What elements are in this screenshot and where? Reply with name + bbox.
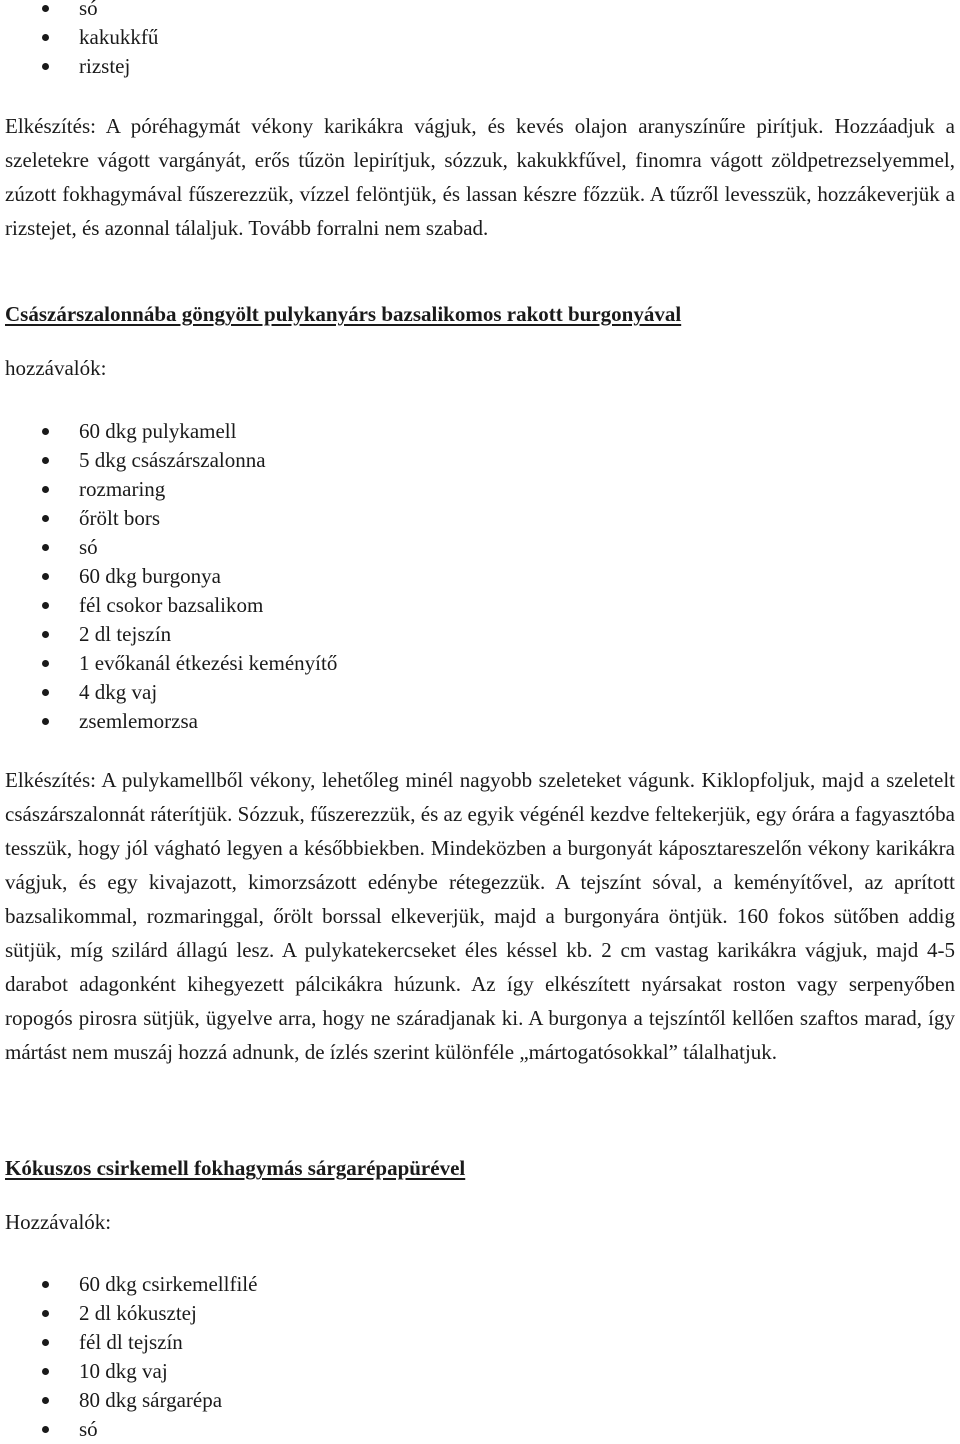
ingredients-label: Hozzávalók: — [5, 1210, 112, 1234]
ingredient-list-top — [0, 0, 960, 81]
recipe-title-kokuszos-csirkemell: Kókuszos csirkemell fokhagymás sárgarépapürével — [5, 1156, 466, 1180]
list-item: 1 evőkanál étkezési keményítő — [0, 649, 960, 678]
list-item: zsemlemorzsa — [0, 707, 960, 736]
list-item: fél csokor bazsalikom — [0, 591, 960, 620]
list-item: rozmaring — [0, 475, 960, 504]
list-item: 60 dkg csirkemellfilé — [0, 1270, 960, 1299]
bullet-icon — [42, 34, 49, 41]
list-item: 4 dkg vaj — [0, 678, 960, 707]
bullet-icon — [42, 1426, 49, 1433]
bullet-icon — [42, 428, 49, 435]
bullet-icon — [42, 602, 49, 609]
bullet-icon — [42, 515, 49, 522]
bullet-icon — [42, 457, 49, 464]
list-item: kakukkfű — [0, 23, 960, 52]
bullet-icon — [42, 1310, 49, 1317]
bullet-icon — [42, 1281, 49, 1288]
list-item: 5 dkg császárszalonna — [0, 446, 960, 475]
list-item: fél dl tejszín — [0, 1328, 960, 1357]
recipe-title-pulykanyars: Császárszalonnába göngyölt pulykanyárs bazsalikomos rakott burgonyával — [5, 302, 682, 326]
list-item: 80 dkg sárgarépa — [0, 1386, 960, 1415]
list-item: 10 dkg vaj — [0, 1357, 960, 1386]
bullet-icon — [42, 5, 49, 12]
bullet-icon — [42, 1368, 49, 1375]
list-item: só — [0, 1415, 960, 1444]
preparation-paragraph-2: Elkészítés: A pulykamellből vékony, lehetőleg minél nagyobb szeleteket vágunk. Kiklopfoljuk, majd a szeletelt császárszalonnát ráterítjük. Sózzuk, fűszerezzük, és az egyik végénél kezdve feltekerjük, egy órára a fagyasztóba tesszük, hogy jól vágható legyen a későbbiekben. Mindeközben a burgonyát káposztareszelőn vékony karikákra vágjuk, és egy kivajazott, kimorzsázott edénybe rétegezzük. A tejszínt sóval, a keményítővel, az aprított bazsalikommal, rozmaringgal, őrölt borssal elkeverjük, majd a burgonyára öntjük. 160 fokos sütőben addig sütjük, míg szilárd állagú lesz. A pulykatekercseket éles késsel kb. 2 cm vastag karikákra vágjuk, majd 4-5 darabot adagonként kihegyezett pálcikákra húzunk. Az így elkészített nyársakat roston vagy serpenyőben ropogós pirosra sütjük, ügyelve arra, hogy ne száradjanak ki. A burgonya a tejszíntől kellően szaftos marad, így mártást nem muszáj hozzá adnunk, de ízlés szerint különféle „mártogatósokkal” tálalhatjuk. — [5, 768, 955, 1064]
bullet-icon — [42, 1397, 49, 1404]
list-item: 2 dl kókusztej — [0, 1299, 960, 1328]
bullet-icon — [42, 631, 49, 638]
list-item: 2 dl tejszín — [0, 620, 960, 649]
bullet-icon — [42, 573, 49, 580]
list-item: só — [0, 0, 960, 23]
bullet-icon — [42, 660, 49, 667]
list-item: só — [0, 533, 960, 562]
list-item: 60 dkg burgonya — [0, 562, 960, 591]
list-item: 60 dkg pulykamell — [0, 417, 960, 446]
bullet-icon — [42, 1339, 49, 1346]
bullet-icon — [42, 544, 49, 551]
bullet-icon — [42, 689, 49, 696]
ingredients-label: hozzávalók: — [5, 356, 107, 380]
preparation-paragraph-1: Elkészítés: A póréhagymát vékony karikákra vágjuk, és kevés olajon aranyszínűre pirítjuk. Hozzáadjuk a szeletekre vágott vargányát, erős tűzön lepirítjuk, sózzuk, kakukkfűvel, finomra vágott zöldpetrezselyemmel, zúzott fokhagymával fűszerezzük, vízzel felöntjük, és lassan készre főzzük. A tűzről levesszük, hozzákeverjük a rizstejet, és azonnal tálaljuk. Tovább forralni nem szabad. — [5, 114, 955, 240]
bullet-icon — [42, 63, 49, 70]
ingredient-list-kokuszos-csirkemell — [0, 1270, 960, 1444]
bullet-icon — [42, 718, 49, 725]
ingredient-list-pulykanyars — [0, 417, 960, 736]
bullet-icon — [42, 486, 49, 493]
list-item: rizstej — [0, 52, 960, 81]
list-item: őrölt bors — [0, 504, 960, 533]
